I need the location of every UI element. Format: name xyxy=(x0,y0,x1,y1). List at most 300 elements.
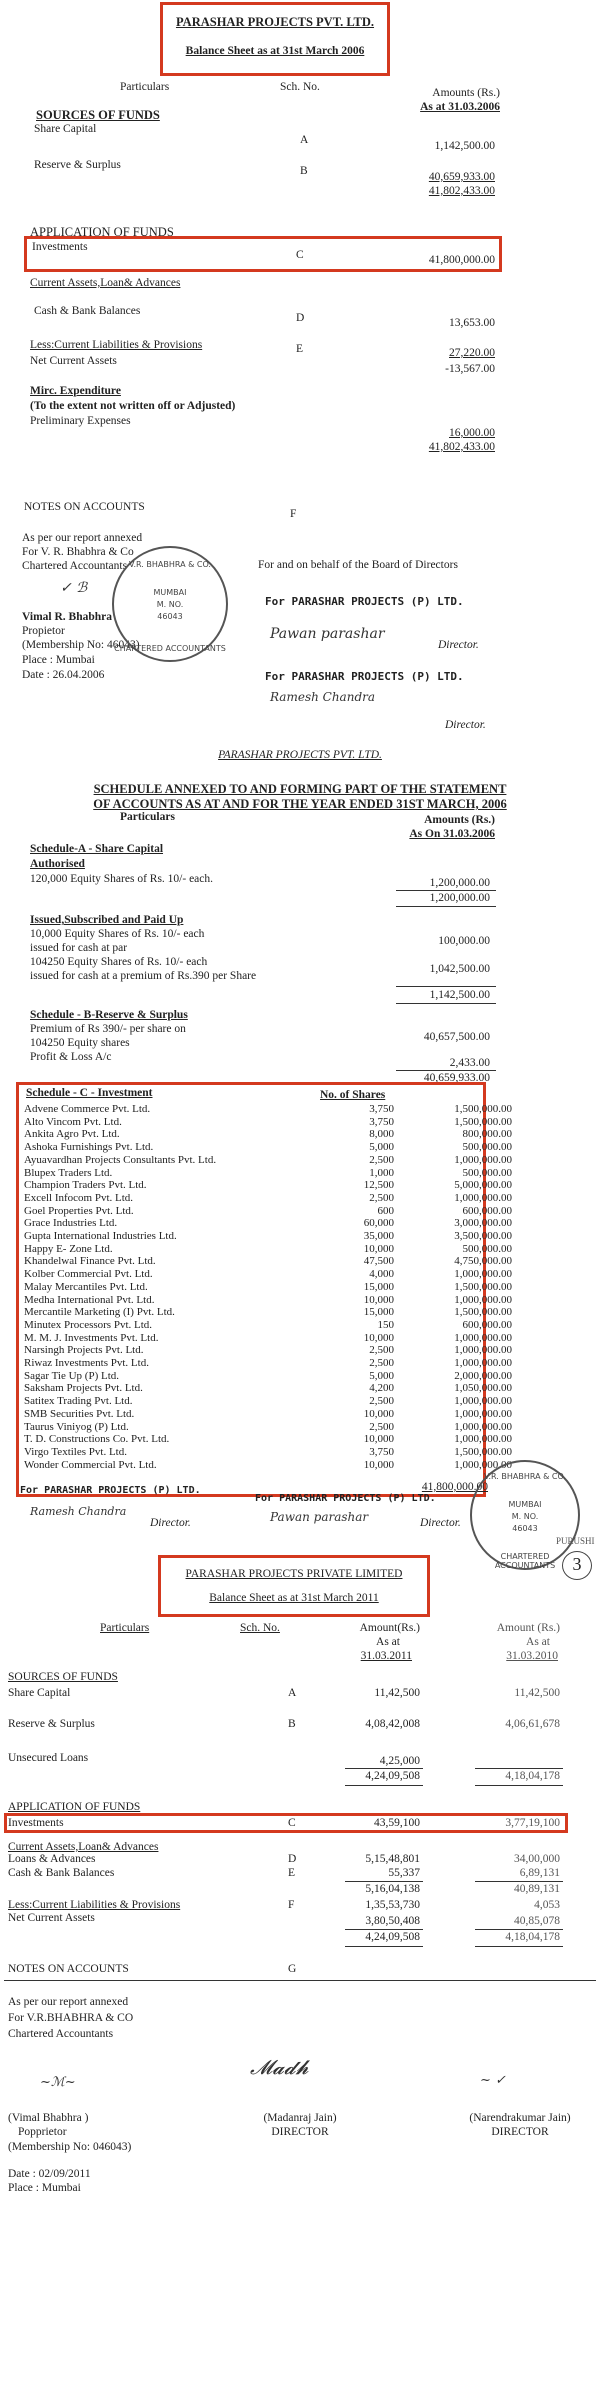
director-label-2: Director. xyxy=(445,719,486,731)
investment-shares: 10,000 xyxy=(363,1331,394,1344)
investment-name: Goel Properties Pvt. Ltd. xyxy=(24,1204,134,1217)
investment-name: Happy E- Zone Ltd. xyxy=(24,1242,113,1255)
loans-sch: D xyxy=(288,1853,297,1865)
sch-signature-1: Ramesh Chandra xyxy=(30,1505,127,1518)
application-total-cur: 4,24,09,508 xyxy=(365,1931,420,1943)
investment-row xyxy=(24,1344,512,1357)
director-2-title: DIRECTOR xyxy=(491,2126,549,2138)
sources-heading-2011: SOURCES OF FUNDS xyxy=(8,1671,118,1683)
net-ca-label-2011: Net Current Assets xyxy=(8,1912,95,1924)
page-number: 3 xyxy=(562,1551,592,1580)
sch-director-1: Director. xyxy=(150,1517,191,1529)
investment-shares: 2,500 xyxy=(369,1153,394,1166)
investment-name: Medha International Pvt. Ltd. xyxy=(24,1293,155,1306)
rule xyxy=(396,890,496,891)
col-amount-prev: Amount (Rs.) xyxy=(496,1622,560,1634)
balance-sheet-2011 xyxy=(0,1535,600,2384)
balance-sheet-2006 xyxy=(0,0,600,735)
sch-col-as-on: As On 31.03.2006 xyxy=(409,828,495,840)
stamp-mid-2: M. NO. xyxy=(156,600,184,609)
current-assets-heading: Current Assets,Loan& Advances xyxy=(30,277,181,289)
sch-director-2: Director. xyxy=(420,1517,461,1529)
investment-amount: 500,000.00 xyxy=(462,1141,512,1154)
pl-amount: 2,433.00 xyxy=(449,1057,490,1069)
stamp-mid-1: MUMBAI xyxy=(508,1500,542,1509)
director-label-1: Director. xyxy=(438,639,479,651)
investment-name: T. D. Constructions Co. Pvt. Ltd. xyxy=(24,1433,170,1446)
less-cl-cur: 1,35,53,730 xyxy=(365,1899,420,1911)
schedule-b-heading: Schedule - B-Reserve & Surplus xyxy=(30,1009,188,1021)
net-ca-prev: 40,85,078 xyxy=(514,1915,560,1927)
investment-name: SMB Securities Pvt. Ltd. xyxy=(24,1407,135,1420)
investment-name: Khandelwal Finance Pvt. Ltd. xyxy=(24,1255,156,1268)
auditor-name: Vimal R. Bhabhra xyxy=(22,611,112,623)
notes-label-2011: NOTES ON ACCOUNTS xyxy=(8,1963,129,1975)
issued-1-line-2: issued for cash at par xyxy=(30,942,128,954)
rule xyxy=(475,1785,563,1786)
director-2-signature: ~ ✓ xyxy=(480,2073,506,2088)
investment-row xyxy=(24,1179,512,1192)
auditor-name-2011: (Vimal Bhabhra ) xyxy=(8,2112,89,2124)
investment-shares: 2,500 xyxy=(369,1420,394,1433)
investment-amount: 600,000.00 xyxy=(462,1204,512,1217)
less-cl-prev: 4,053 xyxy=(534,1899,560,1911)
place: Place : Mumbai xyxy=(22,654,95,666)
investment-amount: 1,000,000.00 xyxy=(454,1433,512,1446)
rule xyxy=(475,1768,563,1769)
investment-name: Blupex Traders Ltd. xyxy=(24,1166,113,1179)
company-name: PARASHAR PROJECTS PVT. LTD. xyxy=(175,15,375,29)
issued-1-amount: 100,000.00 xyxy=(438,935,490,947)
investment-amount: 500,000.00 xyxy=(462,1166,512,1179)
investment-shares: 2,500 xyxy=(369,1344,394,1357)
col-sch-no-2011: Sch. No. xyxy=(240,1622,280,1634)
stamp-mid-2: M. NO. xyxy=(511,1512,539,1521)
investment-row xyxy=(24,1191,512,1205)
sources-total: 41,802,433.00 xyxy=(428,185,495,197)
investment-amount: 5,000,000.00 xyxy=(454,1179,512,1192)
ca-stamp xyxy=(112,546,228,662)
reserve-sch-2011: B xyxy=(288,1718,296,1730)
investment-name: Sagar Tie Up (P) Ltd. xyxy=(24,1369,120,1382)
title-highlight-box xyxy=(160,2,390,76)
investment-shares: 15,000 xyxy=(363,1280,394,1293)
investment-amount: 1,000,000.00 xyxy=(454,1191,512,1204)
less-cl-label: Less:Current Liabilities & Provisions xyxy=(30,339,203,351)
investment-row xyxy=(24,1268,512,1281)
investment-amount: 1,000,000.00 xyxy=(454,1458,512,1471)
investment-shares: 2,500 xyxy=(369,1357,394,1369)
stamp-mid-1: MUMBAI xyxy=(153,588,187,597)
col-amounts: Amounts (Rs.) xyxy=(432,87,500,99)
report-line-1-2011: As per our report annexed xyxy=(8,1996,129,2008)
investment-name: Champion Traders Pvt. Ltd. xyxy=(24,1179,147,1192)
investment-shares: 10,000 xyxy=(363,1242,394,1255)
col-date-cur: 31.03.2011 xyxy=(360,1650,412,1662)
auditor-signature-2011: ~ℳ~ xyxy=(40,2075,76,2090)
director-2-name: (Narendrakumar Jain) xyxy=(469,2112,571,2124)
title-highlight-box-2011 xyxy=(158,1555,430,1617)
report-line-3-2011: Chartered Accountants xyxy=(8,2028,114,2040)
investment-amount: 1,000,000.00 xyxy=(454,1357,512,1369)
rule xyxy=(345,1929,423,1930)
investment-row xyxy=(24,1166,512,1180)
investment-amount: 600,000.00 xyxy=(462,1318,512,1331)
reserve-cur: 4,08,42,008 xyxy=(365,1718,420,1730)
investment-amount: 1,500,000.00 xyxy=(454,1115,512,1128)
schedule-b-total: 40,659,933.00 xyxy=(423,1072,490,1084)
col-particulars-2011: Particulars xyxy=(100,1622,150,1634)
stamp-top-text: V.R. BHABHRA & CO. xyxy=(484,1472,566,1481)
investment-shares: 35,000 xyxy=(363,1230,394,1242)
investments-prev: 3,77,19,100 xyxy=(505,1817,560,1829)
share-capital-amount: 1,142,500.00 xyxy=(434,140,495,152)
premium-amount: 40,657,500.00 xyxy=(423,1031,490,1043)
investment-list xyxy=(0,1103,600,1483)
investment-amount: 1,000,000.00 xyxy=(454,1395,512,1408)
rule xyxy=(475,1946,563,1947)
rule xyxy=(475,1929,563,1930)
investment-shares: 10,000 xyxy=(363,1458,394,1471)
notes-sch-2011: G xyxy=(288,1963,297,1975)
investment-amount: 1,000,000.00 xyxy=(454,1153,512,1166)
investment-row xyxy=(24,1407,512,1421)
cash-cur: 55,337 xyxy=(388,1867,420,1879)
company-name-2011: PARASHAR PROJECTS PRIVATE LIMITED xyxy=(185,1568,403,1580)
investment-row xyxy=(24,1103,512,1116)
investment-shares: 10,000 xyxy=(363,1293,394,1306)
investment-amount: 1,500,000.00 xyxy=(454,1280,512,1293)
application-total-prev: 4,18,04,178 xyxy=(505,1931,560,1943)
investment-amount: 1,000,000.00 xyxy=(454,1293,512,1306)
col-sch-no: Sch. No. xyxy=(280,81,320,93)
less-cl-amount: 27,220.00 xyxy=(449,347,495,359)
share-capital-cur: 11,42,500 xyxy=(374,1687,420,1699)
authorised-line: 120,000 Equity Shares of Rs. 10/- each. xyxy=(30,873,214,885)
investment-name: Riwaz Investments Pvt. Ltd. xyxy=(24,1357,149,1369)
investment-shares: 15,000 xyxy=(363,1306,394,1319)
investment-name: Virgo Textiles Pvt. Ltd. xyxy=(24,1445,127,1458)
col-particulars: Particulars xyxy=(120,81,170,93)
date: Date : 26.04.2006 xyxy=(22,669,105,681)
investment-row xyxy=(24,1153,512,1167)
schedule-heading-2: OF ACCOUNTS AS AT AND FOR THE YEAR ENDED 31ST MARCH, 2006 xyxy=(93,797,507,811)
stamp-mid-3: 46043 xyxy=(512,1524,538,1533)
investment-row xyxy=(24,1331,512,1345)
investment-row xyxy=(24,1369,512,1383)
date-2011: Date : 02/09/2011 xyxy=(8,2168,91,2180)
investment-row xyxy=(24,1382,512,1395)
less-cl-label-2011: Less:Current Liabilities & Provisions xyxy=(8,1899,181,1911)
application-heading: APPLICATION OF FUNDS xyxy=(30,225,174,239)
auditor-title: Propietor xyxy=(22,625,65,637)
for-company-2: For PARASHAR PROJECTS (P) LTD. xyxy=(265,670,464,683)
schedule-c-heading: Schedule - C - Investment xyxy=(26,1087,153,1099)
investment-name: Alto Vincom Pvt. Ltd. xyxy=(24,1115,122,1128)
cash-sch-2011: E xyxy=(288,1867,296,1879)
investment-amount: 1,000,000.00 xyxy=(454,1344,512,1357)
investment-amount: 4,750,000.00 xyxy=(454,1255,512,1268)
investment-shares: 600 xyxy=(377,1204,394,1217)
col-asat-cur: As at xyxy=(376,1636,400,1648)
investment-shares: 5,000 xyxy=(369,1141,394,1154)
investment-row xyxy=(24,1306,512,1319)
reserve-prev: 4,06,61,678 xyxy=(505,1718,560,1730)
investment-shares: 60,000 xyxy=(363,1217,394,1230)
reserve-sch: B xyxy=(300,165,308,177)
investment-shares: 8,000 xyxy=(369,1128,394,1141)
investment-row xyxy=(24,1445,512,1459)
investment-row xyxy=(24,1255,512,1268)
investment-amount: 1,000,000.00 xyxy=(454,1407,512,1420)
corner-label: PURUSHI xyxy=(556,1536,595,1546)
investment-name: Kolber Commercial Pvt. Ltd. xyxy=(24,1268,153,1281)
investment-name: Malay Mercantiles Pvt. Ltd. xyxy=(24,1280,148,1293)
investment-name: Gupta International Industries Ltd. xyxy=(24,1230,177,1242)
investment-shares: 2,500 xyxy=(369,1395,394,1408)
investment-row xyxy=(24,1458,512,1472)
investment-name: Ankita Agro Pvt. Ltd. xyxy=(24,1128,120,1141)
investments-cur: 43,59,100 xyxy=(374,1817,420,1829)
director-1-title: DIRECTOR xyxy=(271,2126,329,2138)
investment-name: Excell Infocom Pvt. Ltd. xyxy=(24,1191,134,1204)
investment-row xyxy=(24,1395,512,1408)
stamp-top-text: V.R. BHABHRA & CO. xyxy=(129,560,211,569)
investment-row xyxy=(24,1141,512,1154)
ca-total-cur: 5,16,04,138 xyxy=(365,1883,420,1895)
rule xyxy=(396,986,496,987)
investment-name: Minutex Processors Pvt. Ltd. xyxy=(24,1318,153,1331)
investment-row xyxy=(24,1128,512,1141)
report-line-2-2011: For V.R.BHABHRA & CO xyxy=(8,2012,134,2024)
col-as-at: As at 31.03.2006 xyxy=(420,101,500,113)
net-ca-label: Net Current Assets xyxy=(30,355,117,367)
investment-row xyxy=(24,1230,512,1243)
share-capital-sch-2011: A xyxy=(288,1687,297,1699)
application-total: 41,802,433.00 xyxy=(428,441,495,453)
investment-row xyxy=(24,1204,512,1218)
sch-col-particulars: Particulars xyxy=(120,811,175,823)
schedule-heading-1: SCHEDULE ANNEXED TO AND FORMING PART OF THE STATEMENT xyxy=(93,782,507,796)
rule xyxy=(396,906,496,907)
col-no-of-shares: No. of Shares xyxy=(320,1089,386,1101)
investment-amount: 1,500,000.00 xyxy=(454,1103,512,1115)
investment-row xyxy=(24,1217,512,1230)
investment-shares: 3,750 xyxy=(369,1103,394,1115)
investment-shares: 10,000 xyxy=(363,1433,394,1446)
membership-2011: (Membership No: 046043) xyxy=(8,2141,132,2153)
loans-label: Loans & Advances xyxy=(8,1853,96,1865)
sources-total-cur: 4,24,09,508 xyxy=(365,1770,420,1782)
sheet-title: Balance Sheet as at 31st March 2006 xyxy=(185,45,365,57)
authorised-amount-1: 1,200,000.00 xyxy=(429,877,490,889)
sch-for-company-2: For PARASHAR PROJECTS (P) LTD. xyxy=(255,1493,436,1504)
director-1-signature: 𝓜𝓪𝓭𝓱 xyxy=(250,2055,309,2079)
cash-label: Cash & Bank Balances xyxy=(34,305,141,317)
col-amount-cur: Amount(Rs.) xyxy=(359,1622,420,1634)
stamp-bottom-text: CHARTERED ACCOUNTANTS xyxy=(494,1552,556,1570)
investment-amount: 3,500,000.00 xyxy=(454,1230,512,1242)
investment-amount: 1,050,000.00 xyxy=(454,1382,512,1395)
membership: (Membership No: 46043) xyxy=(22,639,140,651)
sch-col-amounts: Amounts (Rs.) xyxy=(424,814,495,826)
issued-2-amount: 1,042,500.00 xyxy=(429,963,490,975)
notes-sch: F xyxy=(290,508,297,520)
director-signature-1: Pawan parashar xyxy=(270,626,385,642)
investment-amount: 1,500,000.00 xyxy=(454,1306,512,1319)
notes-label: NOTES ON ACCOUNTS xyxy=(24,501,145,513)
reserve-label-2011: Reserve & Surplus xyxy=(8,1718,95,1730)
col-asat-prev: As at xyxy=(526,1636,550,1648)
report-line-1: As per our report annexed xyxy=(22,532,143,544)
schedule-a-heading: Schedule-A - Share Capital xyxy=(30,843,164,855)
investment-amount: 1,000,000.00 xyxy=(454,1268,512,1281)
investment-name: Satitex Trading Pvt. Ltd. xyxy=(24,1395,133,1408)
investments-sch: C xyxy=(296,249,304,261)
investment-amount: 1,500,000.00 xyxy=(454,1445,512,1458)
unsecured-label: Unsecured Loans xyxy=(8,1752,89,1764)
investments-label: Investments xyxy=(32,241,88,253)
investment-row xyxy=(24,1433,512,1446)
sch-for-company-1: For PARASHAR PROJECTS (P) LTD. xyxy=(20,1485,201,1496)
reserve-amount: 40,659,933.00 xyxy=(428,171,495,183)
authorised-amount-2: 1,200,000.00 xyxy=(429,892,490,904)
investment-name: Saksham Projects Pvt. Ltd. xyxy=(24,1382,143,1395)
prelim-label: Preliminary Expenses xyxy=(30,415,131,427)
investment-shares: 12,500 xyxy=(363,1179,394,1192)
misc-heading: Mirc. Expenditure xyxy=(30,385,121,397)
investments-amount: 41,800,000.00 xyxy=(428,254,495,266)
rule xyxy=(345,1946,423,1947)
share-capital-prev: 11,42,500 xyxy=(514,1687,560,1699)
investment-row xyxy=(24,1420,512,1434)
sheet-title-2011: Balance Sheet as at 31st March 2011 xyxy=(209,1592,379,1604)
schedule-c-total: 41,800,000.00 xyxy=(421,1481,488,1493)
reserve-label: Reserve & Surplus xyxy=(34,159,121,171)
share-capital-sch: A xyxy=(300,134,309,146)
investments-sch-2011: C xyxy=(288,1817,296,1829)
investment-amount: 3,000,000.00 xyxy=(454,1217,512,1230)
issued-total: 1,142,500.00 xyxy=(429,989,490,1001)
investment-name: Advene Commerce Pvt. Ltd. xyxy=(24,1103,151,1115)
authorised-label: Authorised xyxy=(30,858,85,870)
rule xyxy=(345,1785,423,1786)
auditor-title-2011: Popprietor xyxy=(18,2126,67,2138)
schedule-company: PARASHAR PROJECTS PVT. LTD. xyxy=(218,749,382,761)
premium-line-2: 104250 Equity shares xyxy=(30,1037,130,1049)
rule xyxy=(396,1003,496,1004)
investments-label-2011: Investments xyxy=(8,1817,64,1829)
issued-2-line-2: issued for cash at a premium of Rs.390 per Share xyxy=(30,970,257,982)
rule xyxy=(345,1768,423,1769)
issued-2-line-1: 104250 Equity Shares of Rs. 10/- each xyxy=(30,956,208,968)
investment-shares: 4,200 xyxy=(369,1382,394,1395)
rule xyxy=(396,1070,496,1071)
rule xyxy=(475,1881,563,1882)
sources-total-prev: 4,18,04,178 xyxy=(505,1770,560,1782)
investment-name: Grace Industries Ltd. xyxy=(24,1217,118,1230)
investment-amount: 1,000,000.00 xyxy=(454,1420,512,1433)
prelim-amount: 16,000.00 xyxy=(449,427,495,439)
loans-cur: 5,15,48,801 xyxy=(365,1853,420,1865)
director-signature-2: Ramesh Chandra xyxy=(270,690,376,704)
investment-name: M. M. J. Investments Pvt. Ltd. xyxy=(24,1331,159,1344)
share-capital-label-2011: Share Capital xyxy=(8,1687,71,1699)
less-cl-sch-2011: F xyxy=(288,1899,295,1911)
investment-name: Mercantile Marketing (I) Pvt. Ltd. xyxy=(24,1306,175,1319)
cash-amount: 13,653.00 xyxy=(449,317,495,329)
col-date-prev: 31.03.2010 xyxy=(506,1650,558,1662)
investment-name: Ayuavardhan Projects Consultants Pvt. Ltd. xyxy=(24,1153,217,1166)
investment-amount: 500,000.00 xyxy=(462,1242,512,1255)
cash-label-2011: Cash & Bank Balances xyxy=(8,1867,115,1879)
auditor-signature: ✓ ℬ xyxy=(60,580,88,596)
investment-name: Narsingh Projects Pvt. Ltd. xyxy=(24,1344,144,1357)
investment-shares: 3,750 xyxy=(369,1115,394,1128)
sch-signature-2: Pawan parashar xyxy=(270,1510,369,1524)
loans-prev: 34,00,000 xyxy=(514,1853,560,1865)
investment-shares: 5,000 xyxy=(369,1369,394,1382)
less-cl-sch: E xyxy=(296,343,304,355)
investment-shares: 1,000 xyxy=(369,1166,394,1179)
for-company-1: For PARASHAR PROJECTS (P) LTD. xyxy=(265,595,464,608)
pl-label: Profit & Loss A/c xyxy=(30,1051,112,1063)
rule xyxy=(345,1881,423,1882)
ca-total-prev: 40,89,131 xyxy=(514,1883,560,1895)
investment-name: Wonder Commercial Pvt. Ltd. xyxy=(24,1458,157,1471)
investment-name: Ashoka Furnishings Pvt. Ltd. xyxy=(24,1141,154,1154)
net-ca-amount: -13,567.00 xyxy=(445,363,495,375)
cash-sch: D xyxy=(296,312,305,324)
investment-shares: 47,500 xyxy=(363,1255,394,1268)
investment-shares: 150 xyxy=(377,1318,394,1331)
net-ca-cur: 3,80,50,408 xyxy=(365,1915,420,1927)
investment-row xyxy=(24,1318,512,1332)
investment-row xyxy=(24,1280,512,1294)
report-line-3: Chartered Accountants xyxy=(22,560,128,572)
investment-name: Taurus Viniyog (P) Ltd. xyxy=(24,1420,129,1433)
issued-heading: Issued,Subscribed and Paid Up xyxy=(30,914,184,926)
place-2011: Place : Mumbai xyxy=(8,2182,81,2194)
issued-1-line-1: 10,000 Equity Shares of Rs. 10/- each xyxy=(30,928,205,940)
rule xyxy=(4,1980,596,1981)
investment-amount: 2,000,000.00 xyxy=(454,1369,512,1382)
report-line-2: For V. R. Bhabhra & Co xyxy=(22,546,134,558)
investment-amount: 800,000.00 xyxy=(462,1128,512,1141)
application-heading-2011: APPLICATION OF FUNDS xyxy=(8,1801,141,1813)
cash-prev: 6,89,131 xyxy=(519,1867,560,1879)
sources-heading: SOURCES OF FUNDS xyxy=(36,108,160,122)
investment-shares: 10,000 xyxy=(363,1407,394,1420)
investment-shares: 2,500 xyxy=(369,1191,394,1204)
ca-heading-2011: Current Assets,Loan& Advances xyxy=(8,1841,159,1853)
premium-line-1: Premium of Rs 390/- per share on xyxy=(30,1023,186,1035)
share-capital-label: Share Capital xyxy=(34,123,97,135)
investment-row xyxy=(24,1242,512,1256)
investment-row xyxy=(24,1115,512,1129)
investment-shares: 3,750 xyxy=(369,1445,394,1458)
stamp-bottom-text: CHARTERED ACCOUNTANTS xyxy=(114,644,226,653)
investment-shares: 4,000 xyxy=(369,1268,394,1281)
investment-row xyxy=(24,1293,512,1307)
director-1-name: (Madanraj Jain) xyxy=(263,2112,337,2124)
board-line: For and on behalf of the Board of Directors xyxy=(258,559,458,571)
stamp-mid-3: 46043 xyxy=(157,612,183,621)
investment-amount: 1,000,000.00 xyxy=(454,1331,512,1344)
investment-row xyxy=(24,1357,512,1370)
misc-sub: (To the extent not written off or Adjusted) xyxy=(30,400,236,412)
unsecured-cur: 4,25,000 xyxy=(379,1755,420,1767)
